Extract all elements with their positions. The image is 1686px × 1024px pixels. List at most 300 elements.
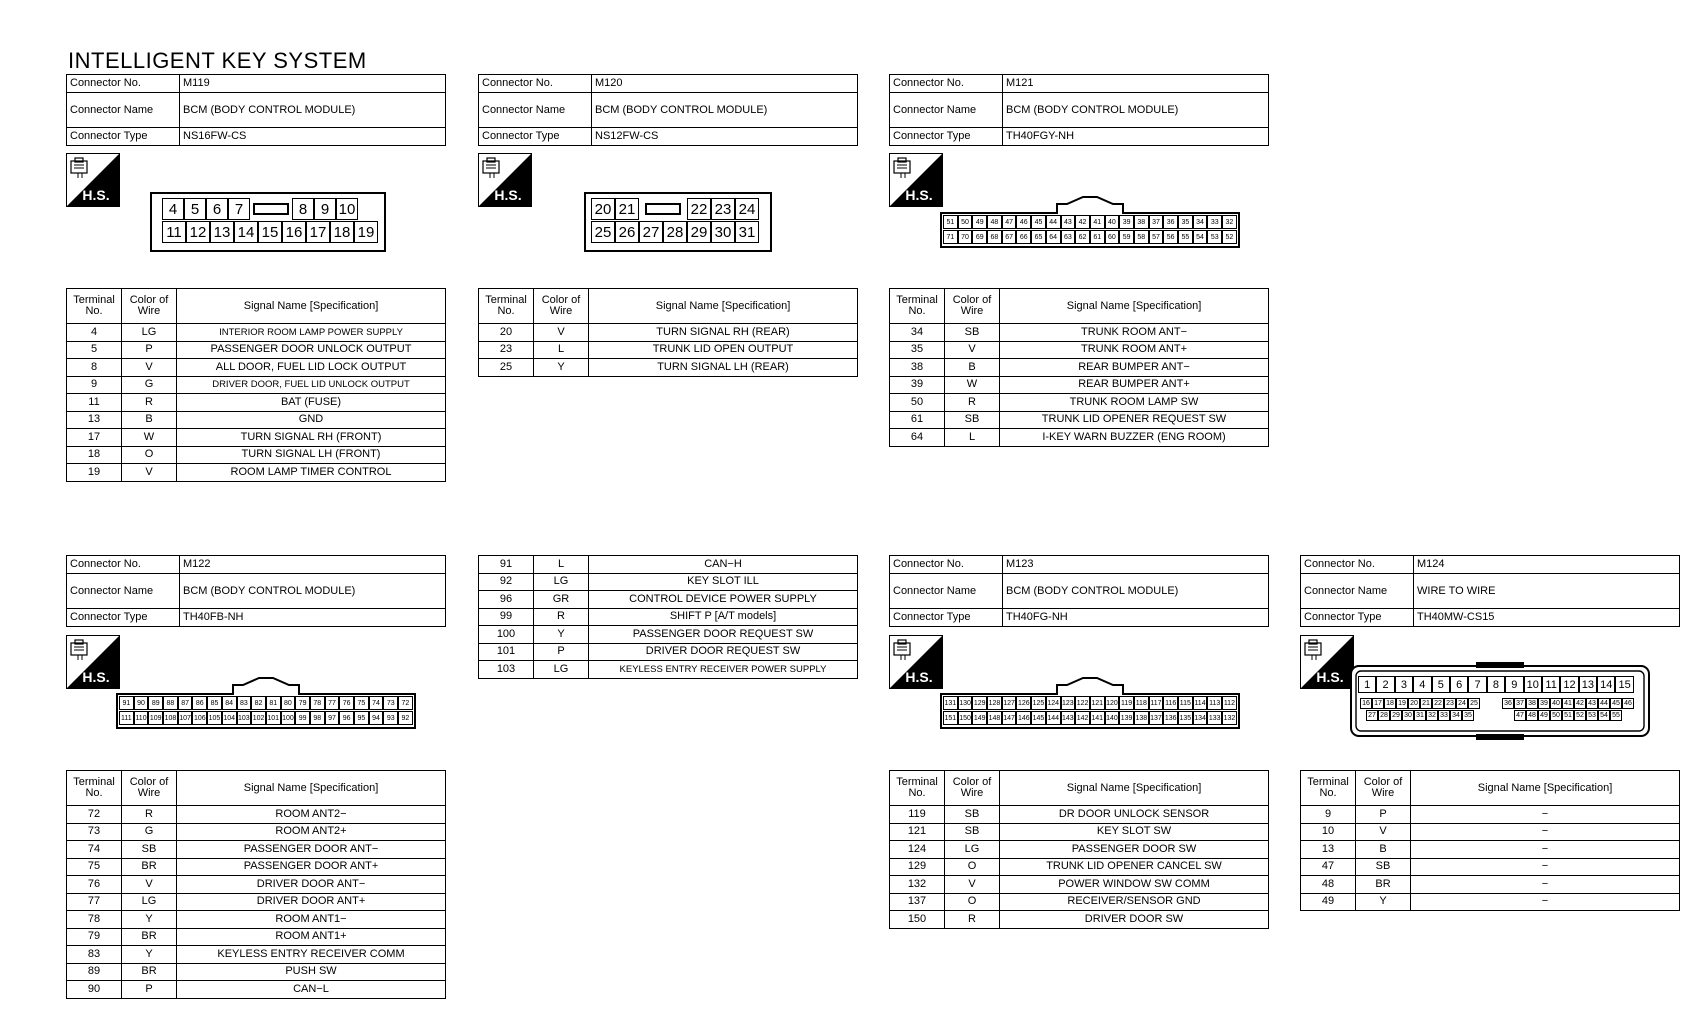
signal-name-cell: TURN SIGNAL LH (REAR): [589, 359, 858, 377]
terminal-cell: 10: [1301, 823, 1356, 841]
column-header-terminal: Terminal No.: [479, 289, 534, 324]
hs-label: H.S.: [1316, 669, 1344, 685]
signal-name-cell: PUSH SW: [177, 963, 446, 981]
table-row: [479, 573, 858, 591]
wire-color-cell: O: [945, 893, 1000, 911]
table-row: [479, 591, 858, 609]
connector-pin: 83: [237, 696, 252, 710]
connector-type-value: TH40MW-CS15: [1414, 609, 1680, 627]
connector-pin: 34: [1193, 215, 1208, 229]
signal-name-cell: DR DOOR UNLOCK SENSOR: [1000, 806, 1269, 824]
table-row: [1301, 841, 1680, 859]
terminal-cell: 129: [890, 858, 945, 876]
signal-table-m120-block: [478, 288, 858, 377]
wire-color-cell: SB: [945, 806, 1000, 824]
table-row: [67, 464, 446, 482]
connector-pin: 84: [222, 696, 237, 710]
connector-pin: 58: [1134, 230, 1149, 244]
connector-face-m122: [116, 677, 416, 729]
wire-color-cell: V: [945, 876, 1000, 894]
connector-pin: 31: [1414, 710, 1426, 721]
label-connector-type: Connector Type: [890, 128, 1003, 146]
terminal-cell: 78: [67, 911, 122, 929]
signal-name-cell: TURN SIGNAL RH (REAR): [589, 324, 858, 342]
wire-color-cell: BR: [122, 858, 177, 876]
label-connector-name: Connector Name: [67, 574, 180, 609]
terminal-cell: 38: [890, 359, 945, 377]
table-row: [67, 911, 446, 929]
connector-pin: 29: [687, 221, 711, 243]
connector-pin: 45: [1031, 215, 1046, 229]
signal-table-m121-block: [889, 288, 1269, 447]
connector-type-value: TH40FGY-NH: [1003, 128, 1269, 146]
wire-color-cell: P: [1356, 806, 1411, 824]
connector-pin: 47: [1002, 215, 1017, 229]
connector-pin: 16: [1360, 698, 1372, 709]
wire-color-cell: Y: [534, 359, 589, 377]
terminal-cell: 75: [67, 858, 122, 876]
connector-pin: 131: [943, 696, 958, 710]
wire-color-cell: O: [122, 446, 177, 464]
wire-color-cell: BR: [122, 963, 177, 981]
connector-pin: 16: [282, 221, 306, 243]
column-header-terminal: Terminal No.: [890, 771, 945, 806]
signal-name-cell: TRUNK ROOM ANT+: [1000, 341, 1269, 359]
connector-pin: 48: [987, 215, 1002, 229]
signal-name-cell: KEYLESS ENTRY RECEIVER COMM: [177, 946, 446, 964]
connector-header-table: [1300, 555, 1680, 627]
wire-color-cell: V: [122, 876, 177, 894]
connector-pin: 92: [398, 711, 413, 725]
wire-color-cell: V: [534, 324, 589, 342]
connector-face-m121: [940, 196, 1240, 248]
table-row: [479, 661, 858, 679]
signal-name-cell: ROOM LAMP TIMER CONTROL: [177, 464, 446, 482]
signal-name-cell: ROOM ANT1−: [177, 911, 446, 929]
table-row: [890, 876, 1269, 894]
connector-pin: 40: [1550, 698, 1562, 709]
connector-pin: 130: [958, 696, 973, 710]
connector-pin: 133: [1207, 711, 1222, 725]
connector-pin: 37: [1514, 698, 1526, 709]
table-row: [67, 858, 446, 876]
terminal-cell: 119: [890, 806, 945, 824]
table-row: [890, 376, 1269, 394]
connector-pin: 52: [1222, 230, 1237, 244]
connector-pin: 117: [1149, 696, 1164, 710]
terminal-cell: 23: [479, 341, 534, 359]
signal-name-cell: TURN SIGNAL LH (FRONT): [177, 446, 446, 464]
terminal-cell: 91: [479, 556, 534, 574]
connector-pin: 46: [1016, 215, 1031, 229]
connector-pin: 27: [1366, 710, 1378, 721]
signal-name-cell: DRIVER DOOR REQUEST SW: [589, 643, 858, 661]
connector-pin: 50: [958, 215, 973, 229]
label-connector-type: Connector Type: [890, 609, 1003, 627]
connector-pin: 67: [1002, 230, 1017, 244]
wire-color-cell: SB: [945, 324, 1000, 342]
label-connector-type: Connector Type: [67, 128, 180, 146]
wire-color-cell: Y: [122, 911, 177, 929]
connector-pin: 25: [591, 221, 615, 243]
connector-pin: 11: [162, 221, 186, 243]
label-connector-name: Connector Name: [890, 93, 1003, 128]
connector-key-slot: [639, 198, 687, 220]
terminal-cell: 5: [67, 341, 122, 359]
connector-pin: 54: [1598, 710, 1610, 721]
wire-color-cell: BR: [1356, 876, 1411, 894]
connector-m119: [66, 74, 446, 146]
connector-pin: 111: [119, 711, 134, 725]
connector-pin: 114: [1193, 696, 1208, 710]
column-header-terminal: Terminal No.: [67, 771, 122, 806]
connector-pin: 33: [1207, 215, 1222, 229]
connector-pin: 81: [266, 696, 281, 710]
hs-icon: [478, 153, 532, 207]
label-connector-no: Connector No.: [890, 75, 1003, 93]
terminal-cell: 137: [890, 893, 945, 911]
terminal-cell: 34: [890, 324, 945, 342]
terminal-cell: 18: [67, 446, 122, 464]
wire-color-cell: LG: [945, 841, 1000, 859]
connector-pin: 63: [1061, 230, 1076, 244]
table-row: [479, 556, 858, 574]
table-row: [479, 341, 858, 359]
connector-pin: 128: [987, 696, 1002, 710]
connector-pin: 55: [1178, 230, 1193, 244]
connector-pin: 30: [711, 221, 735, 243]
signal-name-cell: REAR BUMPER ANT+: [1000, 376, 1269, 394]
column-header-color: Color of Wire: [534, 289, 589, 324]
connector-pin: 10: [1524, 676, 1542, 693]
terminal-cell: 124: [890, 841, 945, 859]
signal-name-cell: REAR BUMPER ANT−: [1000, 359, 1269, 377]
signal-name-cell: PASSENGER DOOR ANT+: [177, 858, 446, 876]
hs-icon: [66, 153, 120, 207]
connector-header-table: [66, 555, 446, 627]
wire-color-cell: V: [122, 464, 177, 482]
connector-pin: 101: [266, 711, 281, 725]
connector-pin: 22: [687, 198, 711, 220]
connector-pin: 123: [1061, 696, 1076, 710]
column-header-color: Color of Wire: [122, 289, 177, 324]
terminal-cell: 20: [479, 324, 534, 342]
connector-pin: 78: [310, 696, 325, 710]
connector-pin: 36: [1502, 698, 1514, 709]
connector-pin: 36: [1163, 215, 1178, 229]
connector-no-value: M120: [592, 75, 858, 93]
terminal-cell: 61: [890, 411, 945, 429]
table-row: [67, 981, 446, 999]
connector-pin: 49: [972, 215, 987, 229]
connector-pin: 35: [1462, 710, 1474, 721]
table-row: [1301, 893, 1680, 911]
connector-pin: 147: [1002, 711, 1017, 725]
wire-color-cell: SB: [122, 841, 177, 859]
connector-header-table: [889, 74, 1269, 146]
wire-color-cell: P: [122, 981, 177, 999]
connector-header-table: [66, 74, 446, 146]
signal-name-cell: ALL DOOR, FUEL LID LOCK OUTPUT: [177, 359, 446, 377]
terminal-cell: 121: [890, 823, 945, 841]
wire-color-cell: LG: [534, 661, 589, 679]
connector-pin: 112: [1222, 696, 1237, 710]
table-header-row: [67, 771, 446, 806]
connector-pin: 66: [1016, 230, 1031, 244]
signal-name-cell: PASSENGER DOOR UNLOCK OUTPUT: [177, 341, 446, 359]
wire-color-cell: L: [534, 341, 589, 359]
signal-name-cell: −: [1411, 841, 1680, 859]
signal-table: [889, 288, 1269, 447]
column-header-signal: Signal Name [Specification]: [589, 289, 858, 324]
terminal-cell: 13: [1301, 841, 1356, 859]
connector-pin: 106: [192, 711, 207, 725]
table-row: [67, 394, 446, 412]
signal-name-cell: PASSENGER DOOR REQUEST SW: [589, 626, 858, 644]
terminal-cell: 39: [890, 376, 945, 394]
terminal-cell: 19: [67, 464, 122, 482]
table-row: [890, 359, 1269, 377]
label-connector-no: Connector No.: [1301, 556, 1414, 574]
connector-pin: 120: [1105, 696, 1120, 710]
table-row: [67, 806, 446, 824]
wire-color-cell: SB: [945, 823, 1000, 841]
table-row: [1301, 876, 1680, 894]
terminal-cell: 49: [1301, 893, 1356, 911]
signal-name-cell: PASSENGER DOOR ANT−: [177, 841, 446, 859]
signal-table: [889, 770, 1269, 929]
connector-pin: 89: [148, 696, 163, 710]
hs-label: H.S.: [82, 669, 110, 685]
connector-pin: 6: [1450, 676, 1468, 693]
connector-pin: 45: [1610, 698, 1622, 709]
table-row: [1301, 858, 1680, 876]
wire-color-cell: LG: [122, 893, 177, 911]
terminal-cell: 150: [890, 911, 945, 929]
table-row: [67, 359, 446, 377]
connector-pin: 42: [1075, 215, 1090, 229]
signal-name-cell: DRIVER DOOR SW: [1000, 911, 1269, 929]
connector-pin: 150: [958, 711, 973, 725]
wire-color-cell: R: [122, 394, 177, 412]
signal-table-continued: [478, 555, 858, 679]
connector-pin: 39: [1119, 215, 1134, 229]
signal-name-cell: −: [1411, 806, 1680, 824]
column-header-color: Color of Wire: [1356, 771, 1411, 806]
connector-pin: 119: [1119, 696, 1134, 710]
connector-pin: 55: [1610, 710, 1622, 721]
connector-pin: 70: [958, 230, 973, 244]
connector-no-value: M119: [180, 75, 446, 93]
connector-pin: 98: [310, 711, 325, 725]
connector-pin: 7: [1468, 676, 1486, 693]
connector-pin: 44: [1046, 215, 1061, 229]
connector-pin: 14: [1597, 676, 1615, 693]
connector-pin: 109: [148, 711, 163, 725]
terminal-cell: 50: [890, 394, 945, 412]
signal-name-cell: TRUNK ROOM ANT−: [1000, 324, 1269, 342]
connector-pin: 124: [1046, 696, 1061, 710]
connector-pin: 44: [1598, 698, 1610, 709]
terminal-cell: 83: [67, 946, 122, 964]
connector-pin: 3: [1395, 676, 1413, 693]
connector-face-m120: [584, 192, 772, 252]
connector-pin: 21: [615, 198, 639, 220]
connector-pin: 15: [1615, 676, 1633, 693]
connector-name-value: BCM (BODY CONTROL MODULE): [1003, 93, 1269, 128]
connector-pin: 15: [258, 221, 282, 243]
table-row: [479, 643, 858, 661]
wire-color-cell: BR: [122, 928, 177, 946]
signal-table-m122-continued-block: [478, 555, 858, 679]
terminal-cell: 90: [67, 981, 122, 999]
table-row: [67, 446, 446, 464]
hs-label: H.S.: [905, 669, 933, 685]
connector-no-value: M124: [1414, 556, 1680, 574]
connector-pin: 17: [306, 221, 330, 243]
table-row: [67, 876, 446, 894]
connector-pin: 10: [336, 198, 358, 220]
connector-m123: [889, 555, 1269, 627]
terminal-cell: 74: [67, 841, 122, 859]
terminal-cell: 101: [479, 643, 534, 661]
wire-color-cell: SB: [945, 411, 1000, 429]
signal-name-cell: POWER WINDOW SW COMM: [1000, 876, 1269, 894]
connector-pin: 41: [1090, 215, 1105, 229]
label-connector-name: Connector Name: [1301, 574, 1414, 609]
terminal-cell: 35: [890, 341, 945, 359]
signal-table-m119-block: [66, 288, 446, 482]
wire-color-cell: LG: [534, 573, 589, 591]
connector-pin: 51: [943, 215, 958, 229]
connector-pin: 139: [1119, 711, 1134, 725]
connector-m124: [1300, 555, 1680, 627]
connector-pin: 12: [1560, 676, 1578, 693]
connector-pin: 26: [615, 221, 639, 243]
table-row: [479, 626, 858, 644]
connector-pin: 73: [383, 696, 398, 710]
connector-pin: 23: [711, 198, 735, 220]
table-header-row: [890, 771, 1269, 806]
signal-name-cell: CAN−L: [177, 981, 446, 999]
signal-table: [66, 288, 446, 482]
connector-pin: 108: [163, 711, 178, 725]
connector-pin: 56: [1163, 230, 1178, 244]
terminal-cell: 73: [67, 823, 122, 841]
wire-color-cell: B: [945, 359, 1000, 377]
table-header-row: [479, 289, 858, 324]
connector-pin: 25: [1468, 698, 1480, 709]
signal-name-cell: RECEIVER/SENSOR GND: [1000, 893, 1269, 911]
signal-name-cell: CAN−H: [589, 556, 858, 574]
signal-table: [478, 288, 858, 377]
wire-color-cell: P: [534, 643, 589, 661]
wire-color-cell: R: [122, 806, 177, 824]
connector-pin: 13: [1579, 676, 1597, 693]
signal-name-cell: BAT (FUSE): [177, 394, 446, 412]
label-connector-no: Connector No.: [67, 556, 180, 574]
signal-name-cell: DRIVER DOOR, FUEL LID UNLOCK OUTPUT: [177, 376, 446, 394]
connector-pin: 13: [210, 221, 234, 243]
wire-color-cell: Y: [1356, 893, 1411, 911]
connector-pin: 50: [1550, 710, 1562, 721]
connector-type-value: TH40FG-NH: [1003, 609, 1269, 627]
connector-pin: 29: [1390, 710, 1402, 721]
connector-pin: 32: [1222, 215, 1237, 229]
wire-color-cell: LG: [122, 324, 177, 342]
signal-name-cell: ROOM ANT2+: [177, 823, 446, 841]
table-row: [890, 911, 1269, 929]
table-row: [479, 359, 858, 377]
connector-key-slot: [250, 198, 292, 220]
connector-no-value: M122: [180, 556, 446, 574]
signal-table-m122-block: [66, 770, 446, 999]
table-row: [67, 341, 446, 359]
signal-name-cell: TRUNK LID OPENER REQUEST SW: [1000, 411, 1269, 429]
wire-color-cell: Y: [534, 626, 589, 644]
connector-pin: 141: [1090, 711, 1105, 725]
connector-pin: 22: [1432, 698, 1444, 709]
wire-color-cell: V: [122, 359, 177, 377]
connector-pin: 86: [192, 696, 207, 710]
connector-pin: 110: [134, 711, 149, 725]
connector-pin: 103: [237, 711, 252, 725]
key-slot-icon: [253, 203, 289, 215]
terminal-cell: 11: [67, 394, 122, 412]
signal-name-cell: TRUNK LID OPEN OUTPUT: [589, 341, 858, 359]
wire-color-cell: V: [945, 341, 1000, 359]
signal-name-cell: DRIVER DOOR ANT−: [177, 876, 446, 894]
connector-pin: 88: [163, 696, 178, 710]
wire-color-cell: W: [945, 376, 1000, 394]
table-row: [479, 608, 858, 626]
connector-pin: 8: [1487, 676, 1505, 693]
wire-color-cell: GR: [534, 591, 589, 609]
connector-name-value: BCM (BODY CONTROL MODULE): [180, 93, 446, 128]
connector-name-value: BCM (BODY CONTROL MODULE): [1003, 574, 1269, 609]
terminal-cell: 64: [890, 429, 945, 447]
column-header-terminal: Terminal No.: [1301, 771, 1356, 806]
label-connector-no: Connector No.: [479, 75, 592, 93]
connector-pin: 27: [639, 221, 663, 243]
table-row: [67, 324, 446, 342]
connector-pin: 85: [207, 696, 222, 710]
table-row: [67, 376, 446, 394]
terminal-cell: 92: [479, 573, 534, 591]
connector-pin: 30: [1402, 710, 1414, 721]
connector-pin: 142: [1075, 711, 1090, 725]
connector-pin: 60: [1105, 230, 1120, 244]
table-row: [890, 429, 1269, 447]
connector-pin: 62: [1075, 230, 1090, 244]
connector-face-m124: [1350, 662, 1650, 740]
connector-pin: 144: [1046, 711, 1061, 725]
connector-pin: 97: [325, 711, 340, 725]
signal-name-cell: −: [1411, 823, 1680, 841]
label-connector-type: Connector Type: [67, 609, 180, 627]
signal-table: [66, 770, 446, 999]
wire-color-cell: O: [945, 858, 1000, 876]
connector-pin: 5: [184, 198, 206, 220]
connector-pin: 99: [295, 711, 310, 725]
wire-color-cell: G: [122, 376, 177, 394]
connector-header-table: [889, 555, 1269, 627]
connector-pin: 136: [1163, 711, 1178, 725]
connector-pin: 53: [1207, 230, 1222, 244]
connector-pin: 148: [987, 711, 1002, 725]
terminal-cell: 89: [67, 963, 122, 981]
connector-pin: 5: [1432, 676, 1450, 693]
